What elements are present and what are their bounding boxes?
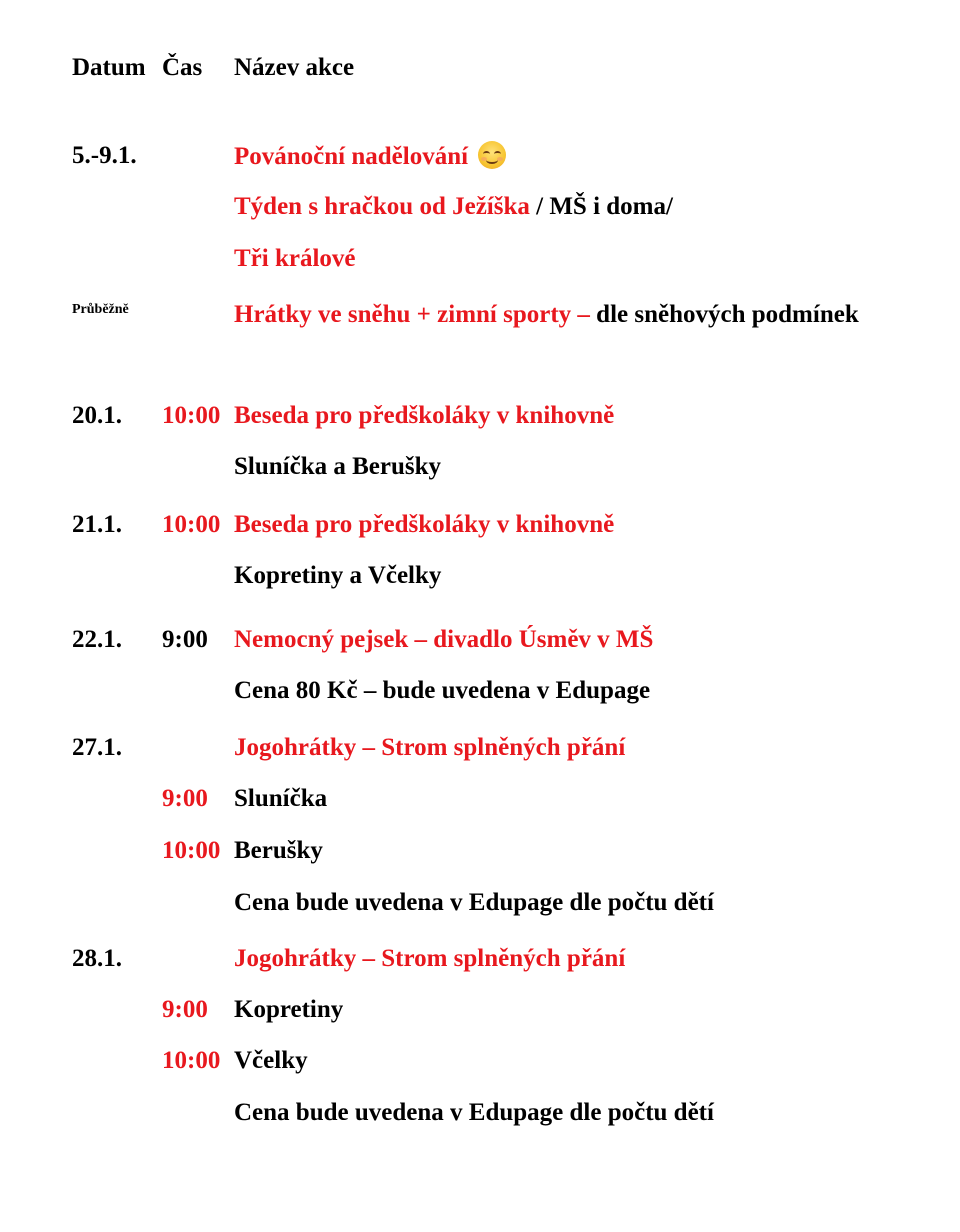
event-title-text: Povánoční nadělování [234, 143, 469, 170]
event-time: 10:00 [162, 402, 221, 429]
event-title: Tři králové [234, 245, 356, 272]
event-title [234, 300, 859, 330]
session-group: Kopretiny [234, 996, 344, 1023]
smiling-face-icon [478, 141, 506, 169]
event-title: Jogohrátky – Strom splněných přání [234, 945, 626, 972]
event-date: 5.-9.1. [72, 142, 137, 169]
session-time: 9:00 [162, 996, 208, 1023]
event-title [234, 141, 506, 172]
event-note: Sluníčka a Berušky [234, 453, 442, 480]
event-time: 9:00 [162, 626, 208, 653]
event-title-text: Hrátky ve sněhu + zimní sporty – [234, 301, 597, 328]
session-time: 9:00 [162, 785, 208, 812]
event-date: 27.1. [72, 734, 122, 761]
event-date: 28.1. [72, 945, 122, 972]
session-group: Včelky [234, 1047, 308, 1074]
event-title: Nemocný pejsek – divadlo Úsměv v MŠ [234, 626, 654, 653]
header-event-name: Název akce [234, 54, 355, 81]
session-group: Sluníčka [234, 785, 328, 812]
event-note: Cena bude uvedena v Edupage dle počtu dětí [234, 889, 714, 916]
event-title: Beseda pro předškoláky v knihovně [234, 402, 615, 429]
event-title: Jogohrátky – Strom splněných přání [234, 734, 626, 761]
event-date: 22.1. [72, 626, 122, 653]
event-note: Cena 80 Kč – bude uvedena v Edupage [234, 677, 651, 704]
event-note: dle sněhových podmínek [596, 301, 859, 328]
event-date: 21.1. [72, 511, 122, 538]
event-time: 10:00 [162, 511, 221, 538]
header-date: Datum [72, 54, 146, 81]
event-note: Cena bude uvedena v Edupage dle počtu dětí [234, 1099, 714, 1126]
session-time: 10:00 [162, 837, 221, 864]
header-time: Čas [162, 54, 203, 81]
event-date: 20.1. [72, 402, 122, 429]
session-time: 10:00 [162, 1047, 221, 1074]
event-title [234, 192, 673, 222]
session-group: Berušky [234, 837, 323, 864]
event-note: Kopretiny a Včelky [234, 562, 442, 589]
event-note: / MŠ i doma/ [529, 193, 673, 220]
event-title: Beseda pro předškoláky v knihovně [234, 511, 615, 538]
event-date: Průběžně [72, 302, 129, 317]
event-title-text: Týden s hračkou od Ježíška [234, 193, 530, 220]
